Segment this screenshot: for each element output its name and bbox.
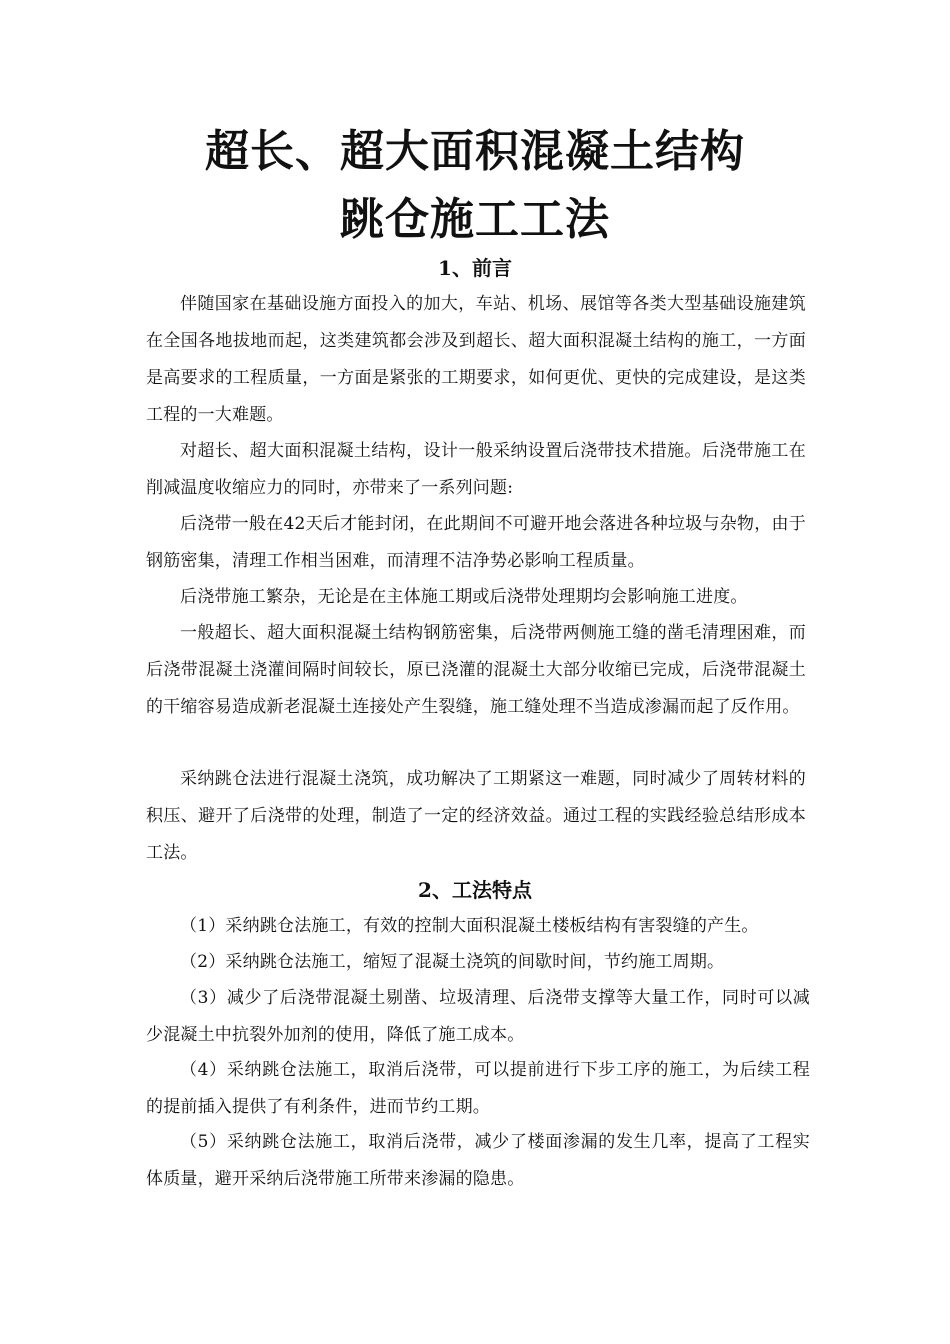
section-2-item-1: （1）采纳跳仓法施工，有效的控制大面积混凝土楼板结构有害裂缝的产生。 xyxy=(180,916,759,936)
section-1-paragraph-2: 对超长、超大面积混凝土结构，设计一般采纳设置后浇带技术措施。后浇带施工在削减温度收缩应力的同时，亦带来了一系列问题: xyxy=(146,441,806,498)
section-2-item-5: （5）采纳跳仓法施工，取消后浇带，减少了楼面渗漏的发生几率，提高了工程实体质量，避开采纳后浇带施工所带来渗漏的隐患。 xyxy=(146,1132,810,1189)
document-title-line-2: 跳仓施工工法 xyxy=(340,194,610,245)
section-1-paragraph-6: 采纳跳仓法进行混凝土浇筑，成功解决了工期紧这一难题，同时减少了周转材料的积压、避开了后浇带的处理，制造了一定的经济效益。通过工程的实践经验总结形成本工法。 xyxy=(146,769,806,863)
section-1-paragraph-4: 后浇带施工繁杂，无论是在主体施工期或后浇带处理期均会影响施工进度。 xyxy=(180,587,748,607)
section-1-paragraph-1: 伴随国家在基础设施方面投入的加大，车站、机场、展馆等各类大型基础设施建筑在全国各地拔地而起，这类建筑都会涉及到超长、超大面积混凝土结构的施工，一方面是高要求的工程质量，一方面是紧张的工期要求，如何更优、更快的完成建设，是这类工程的一大难题。 xyxy=(146,294,806,425)
section-1-paragraph-3: 后浇带一般在42天后才能封闭，在此期间不可避开地会落进各种垃圾与杂物，由于钢筋密集，清理工作相当困难，而清理不洁净势必影响工程质量。 xyxy=(146,514,806,571)
section-2-item-4: （4）采纳跳仓法施工，取消后浇带，可以提前进行下步工序的施工，为后续工程的提前插入提供了有利条件，进而节约工期。 xyxy=(146,1060,810,1117)
section-2-heading: 2、工法特点 xyxy=(418,878,532,902)
section-2-item-3: （3）减少了后浇带混凝土剔凿、垃圾清理、后浇带支撑等大量工作，同时可以减少混凝土中抗裂外加剂的使用，降低了施工成本。 xyxy=(146,988,810,1045)
section-1-heading: 1、前言 xyxy=(438,256,512,280)
section-1-paragraph-5: 一般超长、超大面积混凝土结构钢筋密集，后浇带两侧施工缝的凿毛清理困难，而后浇带混凝土浇灌间隔时间较长，原已浇灌的混凝土大部分收缩已完成，后浇带混凝土的干缩容易造成新老混凝土连接处产生裂缝，施工缝处理不当造成渗漏而起了反作用。 xyxy=(146,623,806,717)
section-2-item-2: （2）采纳跳仓法施工，缩短了混凝土浇筑的间歇时间，节约施工周期。 xyxy=(180,952,725,972)
document-title-line-1: 超长、超大面积混凝土结构 xyxy=(205,126,745,177)
